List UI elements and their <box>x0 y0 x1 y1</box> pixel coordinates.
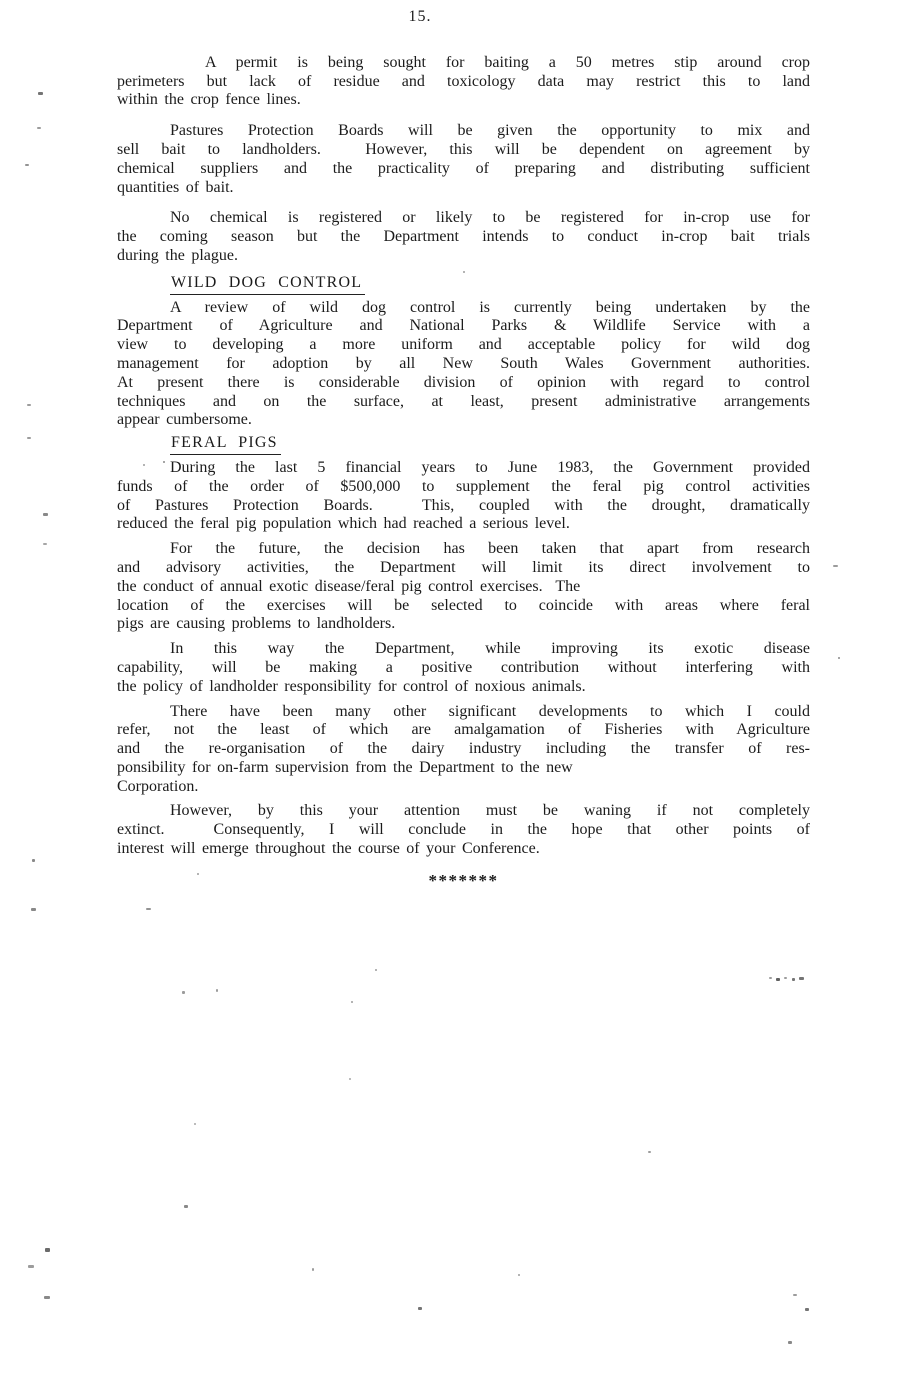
scan-speck <box>27 437 31 439</box>
text-line: within the crop fence lines. <box>117 91 301 109</box>
text-line: pigs are causing problems to landholders. <box>117 615 396 633</box>
paragraph <box>117 540 810 634</box>
scan-speck <box>349 1078 351 1080</box>
text-line: interest will emerge throughout the course of your Conference. <box>117 840 540 858</box>
paragraph <box>117 459 810 534</box>
text-line: of Pastures Protection Boards. This, coupled with the drought, dramatically <box>117 496 810 514</box>
scan-speck <box>351 1001 353 1003</box>
text-line: During the last 5 financial years to June 1983, the Government provided <box>170 458 810 476</box>
section-heading: FERAL PIGS <box>170 434 281 455</box>
text-line: and the re-organisation of the dairy industry including the transfer of res- <box>117 740 810 758</box>
paragraph <box>117 640 810 696</box>
text-line: the coming season but the Department intends to conduct in-crop bait trials <box>117 228 810 246</box>
text-line: A permit is being sought for baiting a 50 metres stip around crop <box>205 53 810 71</box>
text-line: There have been many other significant developments to which I could <box>170 702 810 720</box>
scan-speck <box>182 991 185 994</box>
text-line: perimeters but lack of residue and toxicology data may restrict this to land <box>117 72 810 90</box>
paragraph <box>117 209 810 265</box>
text-line: However, by this your attention must be waning if not completely <box>170 802 810 820</box>
scan-speck <box>31 908 36 911</box>
scan-speck <box>838 657 840 659</box>
scan-speck <box>788 1341 792 1344</box>
text-line: view to developing a more uniform and acceptable policy for wild dog <box>117 336 810 354</box>
scan-speck <box>799 977 804 980</box>
text-line: extinct. Consequently, I will conclude in the hope that other points of <box>117 821 810 839</box>
scan-speck <box>769 977 772 979</box>
scan-speck <box>43 543 47 545</box>
page-content <box>117 8 810 891</box>
scan-speck <box>44 1296 50 1299</box>
scan-speck <box>793 1294 797 1296</box>
scan-speck <box>25 164 29 166</box>
text-line: In this way the Department, while improving its exotic disease <box>170 640 810 658</box>
text-line: the policy of landholder responsibility for control of noxious animals. <box>117 677 586 695</box>
paragraph <box>117 122 810 197</box>
scan-speck <box>312 1268 314 1271</box>
scan-speck <box>38 92 43 95</box>
scan-speck <box>792 978 795 981</box>
scan-speck <box>776 978 780 981</box>
text-line: Pastures Protection Boards will be given the opportunity to mix and <box>170 122 810 140</box>
scan-speck <box>28 1265 34 1268</box>
scan-speck <box>197 873 199 875</box>
paragraph <box>117 703 810 797</box>
section-heading-block <box>117 274 810 295</box>
scan-speck <box>43 513 48 516</box>
scan-speck <box>648 1151 651 1153</box>
scan-speck <box>463 271 465 273</box>
text-line: during the plague. <box>117 246 238 264</box>
scan-speck <box>163 461 165 463</box>
text-line: chemical suppliers and the practicality of preparing and distributing sufficient <box>117 159 810 177</box>
scan-speck <box>146 908 151 910</box>
text-line: management for adoption by all New South Wales Government authorities. <box>117 354 810 372</box>
scan-speck <box>418 1307 422 1310</box>
text-line: appear cumbersome. <box>117 411 252 429</box>
text-line: funds of the order of $500,000 to supplement the feral pig control activities <box>117 477 810 495</box>
scan-speck <box>805 1308 809 1311</box>
document-flow <box>117 54 810 859</box>
scan-speck <box>518 1274 520 1276</box>
scan-speck <box>32 859 35 862</box>
section-heading: WILD DOG CONTROL <box>170 274 365 295</box>
text-line: quantities of bait. <box>117 178 234 196</box>
text-line: At present there is considerable division of opinion with regard to control <box>117 373 810 391</box>
text-line: and advisory activities, the Department will limit its direct involvement to <box>117 558 810 576</box>
scan-speck <box>184 1205 188 1208</box>
asterisk-separator: ******* <box>428 870 499 890</box>
text-line: capability, will be making a positive contribution without interfering with <box>117 658 810 676</box>
page-number: 15. <box>408 8 432 25</box>
text-line: A review of wild dog control is currently being undertaken by the <box>170 298 810 316</box>
text-line: ponsibility for on-farm supervision from the Department to the new <box>117 758 573 776</box>
paragraph <box>117 54 810 110</box>
scan-speck <box>143 464 145 466</box>
scan-speck <box>45 1248 50 1252</box>
scan-speck <box>784 977 787 979</box>
text-line: sell bait to landholders. However, this will be dependent on agreement by <box>117 140 810 158</box>
section-heading-block <box>117 434 810 455</box>
text-line: reduced the feral pig population which had reached a serious level. <box>117 515 570 533</box>
text-line: location of the exercises will be selected to coincide with areas where feral <box>117 596 810 614</box>
scan-speck <box>194 1123 196 1125</box>
text-line: the conduct of annual exotic disease/feral pig control exercises. The <box>117 577 581 595</box>
scan-speck <box>37 127 41 129</box>
text-line: Department of Agriculture and National Parks & Wildlife Service with a <box>117 317 810 335</box>
text-line: techniques and on the surface, at least, present administrative arrangements <box>117 392 810 410</box>
scan-speck <box>216 989 218 992</box>
scan-speck <box>27 404 31 406</box>
text-line: No chemical is registered or likely to be registered for in-crop use for <box>170 209 810 227</box>
paragraph <box>117 802 810 858</box>
text-line: Corporation. <box>117 777 199 795</box>
scan-speck <box>833 565 838 567</box>
text-line: For the future, the decision has been taken that apart from research <box>170 540 810 558</box>
paragraph <box>117 299 810 431</box>
text-line: refer, not the least of which are amalgamation of Fisheries with Agriculture <box>117 721 810 739</box>
scan-speck <box>375 969 377 971</box>
